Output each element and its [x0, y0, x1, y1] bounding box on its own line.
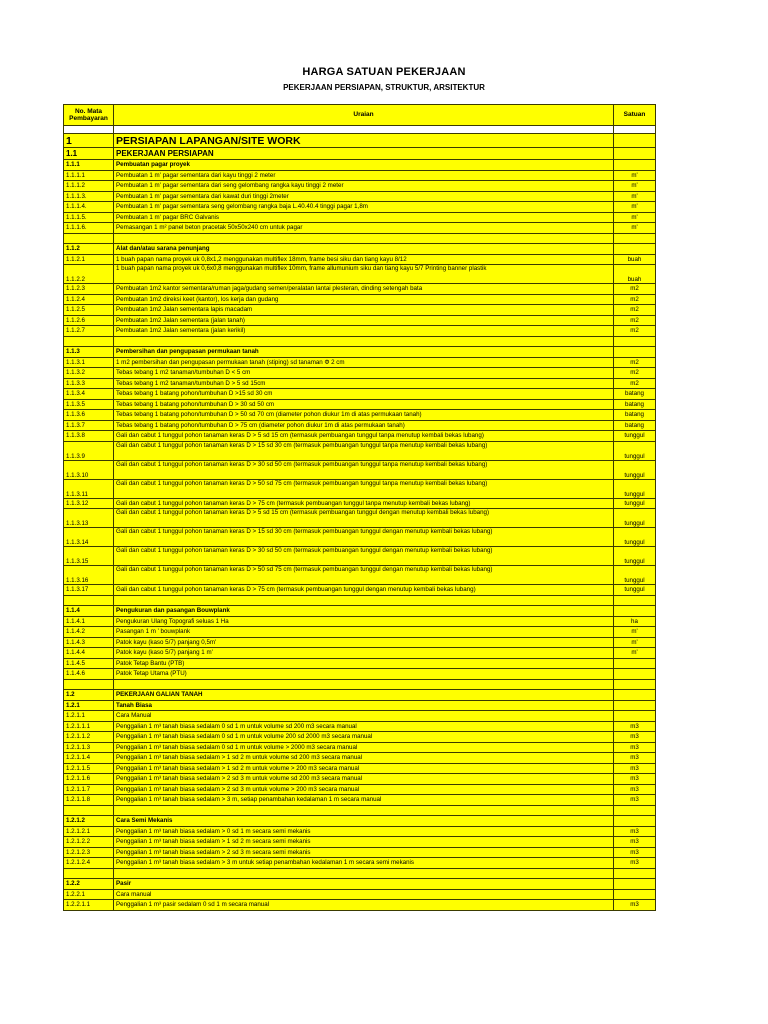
item-unit-cell: [614, 160, 656, 171]
item-unit-cell: batang: [614, 389, 656, 400]
item-number-cell: 1.1.3.1: [64, 357, 114, 368]
item-number-cell: 1.2.1.2.3: [64, 847, 114, 858]
item-description-cell: PEKERJAAN PERSIAPAN: [114, 148, 614, 160]
item-unit-cell: m3: [614, 732, 656, 743]
table-row: [64, 658, 656, 669]
item-unit-cell: buah: [614, 265, 656, 284]
item-number-cell: 1.1.2.6: [64, 315, 114, 326]
table-row: [64, 700, 656, 711]
item-number-cell: 1.1.1.3.: [64, 191, 114, 202]
item-unit-cell: m3: [614, 763, 656, 774]
item-unit-cell: m2: [614, 368, 656, 379]
item-description-cell: Penggalian 1 m³ tanah biasa sedalam > 1 sd 2 m untuk volume sd 200 m3 secara manual: [114, 753, 614, 764]
table-row: [64, 389, 656, 400]
item-number-cell: 1.1.4.5: [64, 658, 114, 669]
table-row: [64, 711, 656, 722]
item-unit-cell: m3: [614, 753, 656, 764]
item-number-cell: 1.2.1.2.4: [64, 858, 114, 869]
item-number-cell: 1.1.3.10: [64, 460, 114, 479]
table-row: [64, 547, 656, 566]
item-unit-cell: tunggul: [614, 431, 656, 442]
item-number-cell: 1.1.3.8: [64, 431, 114, 442]
item-number-cell: [64, 805, 114, 816]
table-row: [64, 627, 656, 638]
item-unit-cell: m2: [614, 357, 656, 368]
item-description-cell: Penggalian 1 m³ tanah biasa sedalam 0 sd 1 m untuk volume > 2000 m3 secara manual: [114, 742, 614, 753]
table-row: [64, 347, 656, 358]
item-unit-cell: tunggul: [614, 585, 656, 596]
item-number-cell: 1.2.1.2.1: [64, 826, 114, 837]
table-row: [64, 399, 656, 410]
item-unit-cell: [614, 595, 656, 606]
item-number-cell: 1.2.1.1: [64, 711, 114, 722]
item-number-cell: 1.1.3.7: [64, 420, 114, 431]
item-unit-cell: tunggul: [614, 528, 656, 547]
item-number-cell: 1.1.1.5.: [64, 212, 114, 223]
table-row: [64, 410, 656, 421]
item-number-cell: [64, 126, 114, 134]
item-unit-cell: tunggul: [614, 441, 656, 460]
item-unit-cell: m': [614, 648, 656, 659]
item-description-cell: Penggalian 1 m³ tanah biasa sedalam > 0 sd 1 m secara semi mekanis: [114, 826, 614, 837]
item-unit-cell: tunggul: [614, 460, 656, 479]
item-unit-cell: m2: [614, 294, 656, 305]
item-number-cell: 1.1.4: [64, 606, 114, 617]
item-unit-cell: m2: [614, 326, 656, 337]
item-unit-cell: [614, 879, 656, 890]
item-number-cell: 1.2.1: [64, 700, 114, 711]
item-description-cell: Penggalian 1 m³ tanah biasa sedalam > 2 sd 3 m untuk volume sd 200 m3 secara manual: [114, 774, 614, 785]
item-description-cell: Patok kayu (kaso 5/7) panjang 0,5m': [114, 637, 614, 648]
item-description-cell: Gali dan cabut 1 tunggul pohon tanaman keras D > 5 sd 15 cm (termasuk pembuangan tunggul tanpa menutup kembali bekas lubang): [114, 431, 614, 442]
item-number-cell: 1.1.3.17: [64, 585, 114, 596]
item-number-cell: 1.2.1.2.2: [64, 837, 114, 848]
item-description-cell: Gali dan cabut 1 tunggul pohon tanaman keras D > 30 sd 50 cm (termasuk pembuangan tunggul dengan menutup kembali bekas lubang): [114, 547, 614, 566]
item-unit-cell: tunggul: [614, 509, 656, 528]
item-unit-cell: [614, 244, 656, 255]
table-row: [64, 148, 656, 160]
item-number-cell: 1.2.1.1.1: [64, 721, 114, 732]
item-unit-cell: [614, 233, 656, 244]
item-number-cell: 1.1.3.4: [64, 389, 114, 400]
table-row: [64, 847, 656, 858]
table-row: [64, 420, 656, 431]
table-row: [64, 244, 656, 255]
item-number-cell: 1.1.4.4: [64, 648, 114, 659]
item-description-cell: [114, 595, 614, 606]
table-row: [64, 528, 656, 547]
item-unit-cell: m3: [614, 837, 656, 848]
item-number-cell: 1.2.1.1.4: [64, 753, 114, 764]
item-unit-cell: m3: [614, 900, 656, 911]
item-number-cell: 1.2.1.1.7: [64, 784, 114, 795]
item-description-cell: Tebas tebang 1 batang pohon/tumbuhan D > 50 sd 70 cm (diameter pohon diukur 1m di atas permukaan tanah): [114, 410, 614, 421]
item-unit-cell: [614, 347, 656, 358]
item-number-cell: 1.1.2: [64, 244, 114, 255]
table-row: [64, 868, 656, 879]
page-subtitle: PEKERJAAN PERSIAPAN, STRUKTUR, ARSITEKTUR: [283, 83, 485, 92]
table-row: [64, 212, 656, 223]
item-number-cell: [64, 336, 114, 347]
table-row: [64, 690, 656, 701]
item-description-cell: [114, 805, 614, 816]
item-unit-cell: m': [614, 191, 656, 202]
table-row: [64, 637, 656, 648]
item-number-cell: 1.2: [64, 690, 114, 701]
item-description-cell: [114, 233, 614, 244]
item-number-cell: 1.1.3.9: [64, 441, 114, 460]
item-unit-cell: m': [614, 181, 656, 192]
table-row: [64, 202, 656, 213]
table-row: [64, 784, 656, 795]
item-description-cell: Penggalian 1 m³ pasir sedalam 0 sd 1 m secara manual: [114, 900, 614, 911]
table-row: [64, 233, 656, 244]
table-row: [64, 284, 656, 295]
table-row: [64, 326, 656, 337]
table-row: [64, 336, 656, 347]
table-row: [64, 595, 656, 606]
item-number-cell: [64, 233, 114, 244]
item-unit-cell: m2: [614, 284, 656, 295]
item-unit-cell: m3: [614, 826, 656, 837]
item-unit-cell: [614, 606, 656, 617]
table-row: [64, 254, 656, 265]
item-number-cell: [64, 868, 114, 879]
item-number-cell: 1.1.4.2: [64, 627, 114, 638]
price-table-body: [64, 105, 656, 911]
item-description-cell: Patok kayu (kaso 5/7) panjang 1 m': [114, 648, 614, 659]
item-unit-cell: m2: [614, 378, 656, 389]
item-unit-cell: batang: [614, 410, 656, 421]
item-description-cell: Patok Tetap Bantu (PTB): [114, 658, 614, 669]
item-number-cell: 1.2.1.1.6: [64, 774, 114, 785]
item-unit-cell: [614, 658, 656, 669]
item-number-cell: 1.1.4.3: [64, 637, 114, 648]
item-number-cell: 1.2.1.1.8: [64, 795, 114, 806]
item-number-cell: 1.1.2.5: [64, 305, 114, 316]
table-row: [64, 315, 656, 326]
item-unit-cell: tunggul: [614, 479, 656, 498]
table-row: [64, 816, 656, 827]
item-unit-cell: [614, 679, 656, 690]
table-row: [64, 753, 656, 764]
item-unit-cell: [614, 700, 656, 711]
item-unit-cell: [614, 868, 656, 879]
item-description-cell: PERSIAPAN LAPANGAN/SITE WORK: [114, 134, 614, 148]
item-number-cell: 1.1.3.11: [64, 479, 114, 498]
table-row: [64, 648, 656, 659]
item-unit-cell: [614, 889, 656, 900]
item-description-cell: Tebas tebang 1 m2 tanaman/tumbuhan D < 5 cm: [114, 368, 614, 379]
table-row: [64, 160, 656, 171]
table-row: [64, 721, 656, 732]
item-description-cell: Pasir: [114, 879, 614, 890]
item-unit-cell: tunggul: [614, 498, 656, 509]
item-number-cell: 1.1.3.2: [64, 368, 114, 379]
table-row: [64, 170, 656, 181]
item-description-cell: Pembuatan 1 m' pagar sementara seng gelombang rangka baja L.40.40.4 tinggi pagar 1,8m: [114, 202, 614, 213]
item-description-cell: Penggalian 1 m³ tanah biasa sedalam > 2 sd 3 m untuk volume > 200 m3 secara manual: [114, 784, 614, 795]
item-description-cell: Pemasangan 1 m² panel beton pracetak 50x50x240 cm untuk pagar: [114, 223, 614, 234]
item-description-cell: Cara manual: [114, 889, 614, 900]
item-number-cell: 1.2.2.1.1: [64, 900, 114, 911]
item-unit-cell: m3: [614, 795, 656, 806]
item-number-cell: [64, 595, 114, 606]
table-row: [64, 223, 656, 234]
item-description-cell: Pembuatan pagar proyek: [114, 160, 614, 171]
table-row: [64, 585, 656, 596]
item-description-cell: Pembuatan 1 m' pagar sementara dari kawat duri tinggi 2meter: [114, 191, 614, 202]
table-row: [64, 742, 656, 753]
table-row: [64, 294, 656, 305]
item-number-cell: [64, 679, 114, 690]
item-description-cell: Penggalian 1 m³ tanah biasa sedalam > 3 m untuk setiap penambahan kedalaman 1 m secara semi mekanis: [114, 858, 614, 869]
item-number-cell: 1.1.4.1: [64, 616, 114, 627]
item-number-cell: 1.1.1.1: [64, 170, 114, 181]
table-row: [64, 889, 656, 900]
item-number-cell: 1.1.3.3: [64, 378, 114, 389]
table-row: [64, 431, 656, 442]
table-row: [64, 837, 656, 848]
table-row: [64, 679, 656, 690]
item-unit-cell: m': [614, 627, 656, 638]
item-description-cell: Pembuatan 1m2 Jalan sementara (jalan tanah): [114, 315, 614, 326]
table-row: [64, 566, 656, 585]
item-unit-cell: [614, 336, 656, 347]
item-description-cell: Patok Tetap Utama (PTU): [114, 669, 614, 680]
item-unit-cell: m3: [614, 784, 656, 795]
item-unit-cell: m': [614, 170, 656, 181]
item-description-cell: Cara Manual: [114, 711, 614, 722]
item-number-cell: 1.1.1.2: [64, 181, 114, 192]
table-row: [64, 900, 656, 911]
table-row: [64, 134, 656, 148]
item-description-cell: Pembuatan 1 m' pagar BRC Galvanis: [114, 212, 614, 223]
table-row: [64, 795, 656, 806]
item-number-cell: 1.1.4.6: [64, 669, 114, 680]
item-unit-cell: m2: [614, 315, 656, 326]
item-description-cell: Tebas tebang 1 batang pohon/tumbuhan D > 30 sd 50 cm: [114, 399, 614, 410]
item-unit-cell: m': [614, 637, 656, 648]
item-description-cell: Pengukuran dan pasangan Bouwplank: [114, 606, 614, 617]
item-number-cell: 1.2.1.2: [64, 816, 114, 827]
item-unit-cell: tunggul: [614, 566, 656, 585]
table-row: [64, 460, 656, 479]
item-number-cell: 1.1: [64, 148, 114, 160]
item-description-cell: Gali dan cabut 1 tunggul pohon tanaman keras D > 50 sd 75 cm (termasuk pembuangan tunggul dengan menutup kembali bekas lubang): [114, 566, 614, 585]
table-row: [64, 858, 656, 869]
item-description-cell: Cara Semi Mekanis: [114, 816, 614, 827]
table-row: [64, 509, 656, 528]
item-unit-cell: m': [614, 212, 656, 223]
page-title: HARGA SATUAN PEKERJAAN: [302, 66, 466, 78]
table-row: [64, 368, 656, 379]
item-description-cell: Gali dan cabut 1 tunggul pohon tanaman keras D > 50 sd 75 cm (termasuk pembuangan tunggul tanpa menutup kembali bekas lubang): [114, 479, 614, 498]
item-description-cell: Pembuatan 1m2 Jalan sementara (jalan kerikil): [114, 326, 614, 337]
item-number-cell: 1.1.1.4.: [64, 202, 114, 213]
item-number-cell: 1.2.2: [64, 879, 114, 890]
table-row: [64, 498, 656, 509]
item-description-cell: Gali dan cabut 1 tunggul pohon tanaman keras D > 15 sd 30 cm (termasuk pembuangan tunggul dengan menutup kembali bekas lubang): [114, 528, 614, 547]
item-description-cell: [114, 679, 614, 690]
table-row: [64, 732, 656, 743]
item-description-cell: Gali dan cabut 1 tunggul pohon tanaman keras D > 75 cm (termasuk pembuangan tunggul dengan menutup kembali bekas lubang): [114, 585, 614, 596]
item-unit-cell: batang: [614, 420, 656, 431]
table-row: [64, 265, 656, 284]
item-unit-cell: buah: [614, 254, 656, 265]
item-number-cell: 1.1.3.13: [64, 509, 114, 528]
table-row: [64, 606, 656, 617]
item-number-cell: 1.1.2.7: [64, 326, 114, 337]
item-unit-cell: tunggul: [614, 547, 656, 566]
item-number-cell: 1.1.1: [64, 160, 114, 171]
item-number-cell: 1.1.3.14: [64, 528, 114, 547]
table-row: [64, 826, 656, 837]
spacer-row: [64, 126, 656, 134]
item-unit-cell: m3: [614, 774, 656, 785]
item-description-cell: Pembuatan 1m2 Jalan sementara lapis macadam: [114, 305, 614, 316]
table-row: [64, 441, 656, 460]
item-unit-cell: [614, 148, 656, 160]
item-description-cell: Pembuatan 1 m' pagar sementara dari seng gelombang rangka kayu tinggi 2 meter: [114, 181, 614, 192]
item-number-cell: 1.1.3.16: [64, 566, 114, 585]
table-row: [64, 669, 656, 680]
item-unit-cell: m3: [614, 858, 656, 869]
item-unit-cell: [614, 805, 656, 816]
table-row: [64, 305, 656, 316]
item-number-cell: 1.2.2.1: [64, 889, 114, 900]
item-description-cell: Pengukuran Ulang Topografi seluas 1 Ha: [114, 616, 614, 627]
item-unit-cell: m3: [614, 721, 656, 732]
item-unit-cell: [614, 669, 656, 680]
item-description-cell: 1 m2 pembersihan dan pengupasan permukaan tanah (stiping) sd tanaman Φ 2 cm: [114, 357, 614, 368]
item-description-cell: Tebas tebang 1 batang pohon/tumbuhan D > 75 cm (diameter pohon diukur 1m di atas permukaan tanah): [114, 420, 614, 431]
item-unit-cell: m3: [614, 742, 656, 753]
item-number-cell: 1.1.3.5: [64, 399, 114, 410]
item-description-cell: Pasangan 1 m ' bouwplank: [114, 627, 614, 638]
item-description-cell: Penggalian 1 m³ tanah biasa sedalam > 3 m, setiap penambahan kedalaman 1 m secara manual: [114, 795, 614, 806]
header-description: Uraian: [114, 105, 614, 126]
item-description-cell: Tebas tebang 1 batang pohon/tumbuhan D >15 sd 30 cm: [114, 389, 614, 400]
item-unit-cell: m': [614, 202, 656, 213]
item-description-cell: 1 buah papan nama proyek uk 0,8x1,2 menggunakan multiflex 18mm, frame besi siku dan tiang kayu 8/12: [114, 254, 614, 265]
header-unit: Satuan: [614, 105, 656, 126]
item-description-cell: Gali dan cabut 1 tunggul pohon tanaman keras D > 30 sd 50 cm (termasuk pembuangan tunggul tanpa menutup kembali bekas lubang): [114, 460, 614, 479]
item-number-cell: 1.1.2.4: [64, 294, 114, 305]
item-description-cell: Penggalian 1 m³ tanah biasa sedalam 0 sd 1 m untuk volume sd 200 m3 secara manual: [114, 721, 614, 732]
item-description-cell: Pembuatan 1 m' pagar sementara dari kayu tinggi 2 meter: [114, 170, 614, 181]
item-unit-cell: [614, 126, 656, 134]
item-number-cell: 1.1.3.15: [64, 547, 114, 566]
table-row: [64, 479, 656, 498]
table-row: [64, 181, 656, 192]
item-unit-cell: [614, 134, 656, 148]
table-header-row: [64, 105, 656, 126]
item-description-cell: Penggalian 1 m³ tanah biasa sedalam 0 sd 1 m untuk volume 200 sd 2000 m3 secara manual: [114, 732, 614, 743]
table-row: [64, 805, 656, 816]
item-description-cell: Pembersihan dan pengupasan permukaan tanah: [114, 347, 614, 358]
item-number-cell: 1: [64, 134, 114, 148]
item-number-cell: 1.1.1.6.: [64, 223, 114, 234]
item-description-cell: Penggalian 1 m³ tanah biasa sedalam > 1 sd 2 m secara semi mekanis: [114, 837, 614, 848]
table-row: [64, 763, 656, 774]
item-unit-cell: ha: [614, 616, 656, 627]
item-number-cell: 1.1.2.3: [64, 284, 114, 295]
item-description-cell: 1 buah papan nama proyek uk 0,6x0,8 menggunakan multiflex 10mm, frame allumunium siku dan tiang kayu 5/7 Printing banner plastik: [114, 265, 614, 284]
item-number-cell: 1.1.3: [64, 347, 114, 358]
item-unit-cell: m3: [614, 847, 656, 858]
table-row: [64, 879, 656, 890]
item-description-cell: [114, 126, 614, 134]
table-row: [64, 378, 656, 389]
table-row: [64, 357, 656, 368]
item-description-cell: Tebas tebang 1 m2 tanaman/tumbuhan D > 5 sd 15cm: [114, 378, 614, 389]
item-description-cell: Tanah Biasa: [114, 700, 614, 711]
item-description-cell: Penggalian 1 m³ tanah biasa sedalam > 1 sd 2 m untuk volume > 200 m3 secara manual: [114, 763, 614, 774]
item-number-cell: 1.1.3.12: [64, 498, 114, 509]
item-description-cell: [114, 868, 614, 879]
item-description-cell: [114, 336, 614, 347]
header-no: No. Mata Pembayaran: [64, 105, 114, 126]
item-number-cell: 1.2.1.1.3: [64, 742, 114, 753]
item-description-cell: PEKERJAAN GALIAN TANAH: [114, 690, 614, 701]
item-unit-cell: [614, 816, 656, 827]
item-unit-cell: [614, 711, 656, 722]
table-row: [64, 616, 656, 627]
item-description-cell: Alat dan/atau sarana penunjang: [114, 244, 614, 255]
item-number-cell: 1.1.2.1: [64, 254, 114, 265]
table-row: [64, 191, 656, 202]
item-unit-cell: [614, 690, 656, 701]
item-number-cell: 1.2.1.1.2: [64, 732, 114, 743]
item-description-cell: Pembuatan 1m2 direksi keet (kantor), los kerja dan gudang: [114, 294, 614, 305]
item-unit-cell: m2: [614, 305, 656, 316]
item-unit-cell: batang: [614, 399, 656, 410]
item-description-cell: Pembuatan 1m2 kantor sementara/ruman jaga/gudang semen/peralatan lantai plesteran, dinding setengah bata: [114, 284, 614, 295]
item-description-cell: Gali dan cabut 1 tunggul pohon tanaman keras D > 75 cm (termasuk pembuangan tunggul tanpa menutup kembali bekas lubang): [114, 498, 614, 509]
table-row: [64, 774, 656, 785]
item-description-cell: Gali dan cabut 1 tunggul pohon tanaman keras D > 15 sd 30 cm (termasuk pembuangan tunggul tanpa menutup kembali bekas lubang): [114, 441, 614, 460]
price-table: [63, 104, 656, 911]
item-unit-cell: m': [614, 223, 656, 234]
item-number-cell: 1.2.1.1.5: [64, 763, 114, 774]
item-description-cell: Gali dan cabut 1 tunggul pohon tanaman keras D > 5 sd 15 cm (termasuk pembuangan tunggul dengan menutup kembali bekas lubang): [114, 509, 614, 528]
item-description-cell: Penggalian 1 m³ tanah biasa sedalam > 2 sd 3 m secara semi mekanis: [114, 847, 614, 858]
item-number-cell: 1.1.2.2: [64, 265, 114, 284]
item-number-cell: 1.1.3.6: [64, 410, 114, 421]
